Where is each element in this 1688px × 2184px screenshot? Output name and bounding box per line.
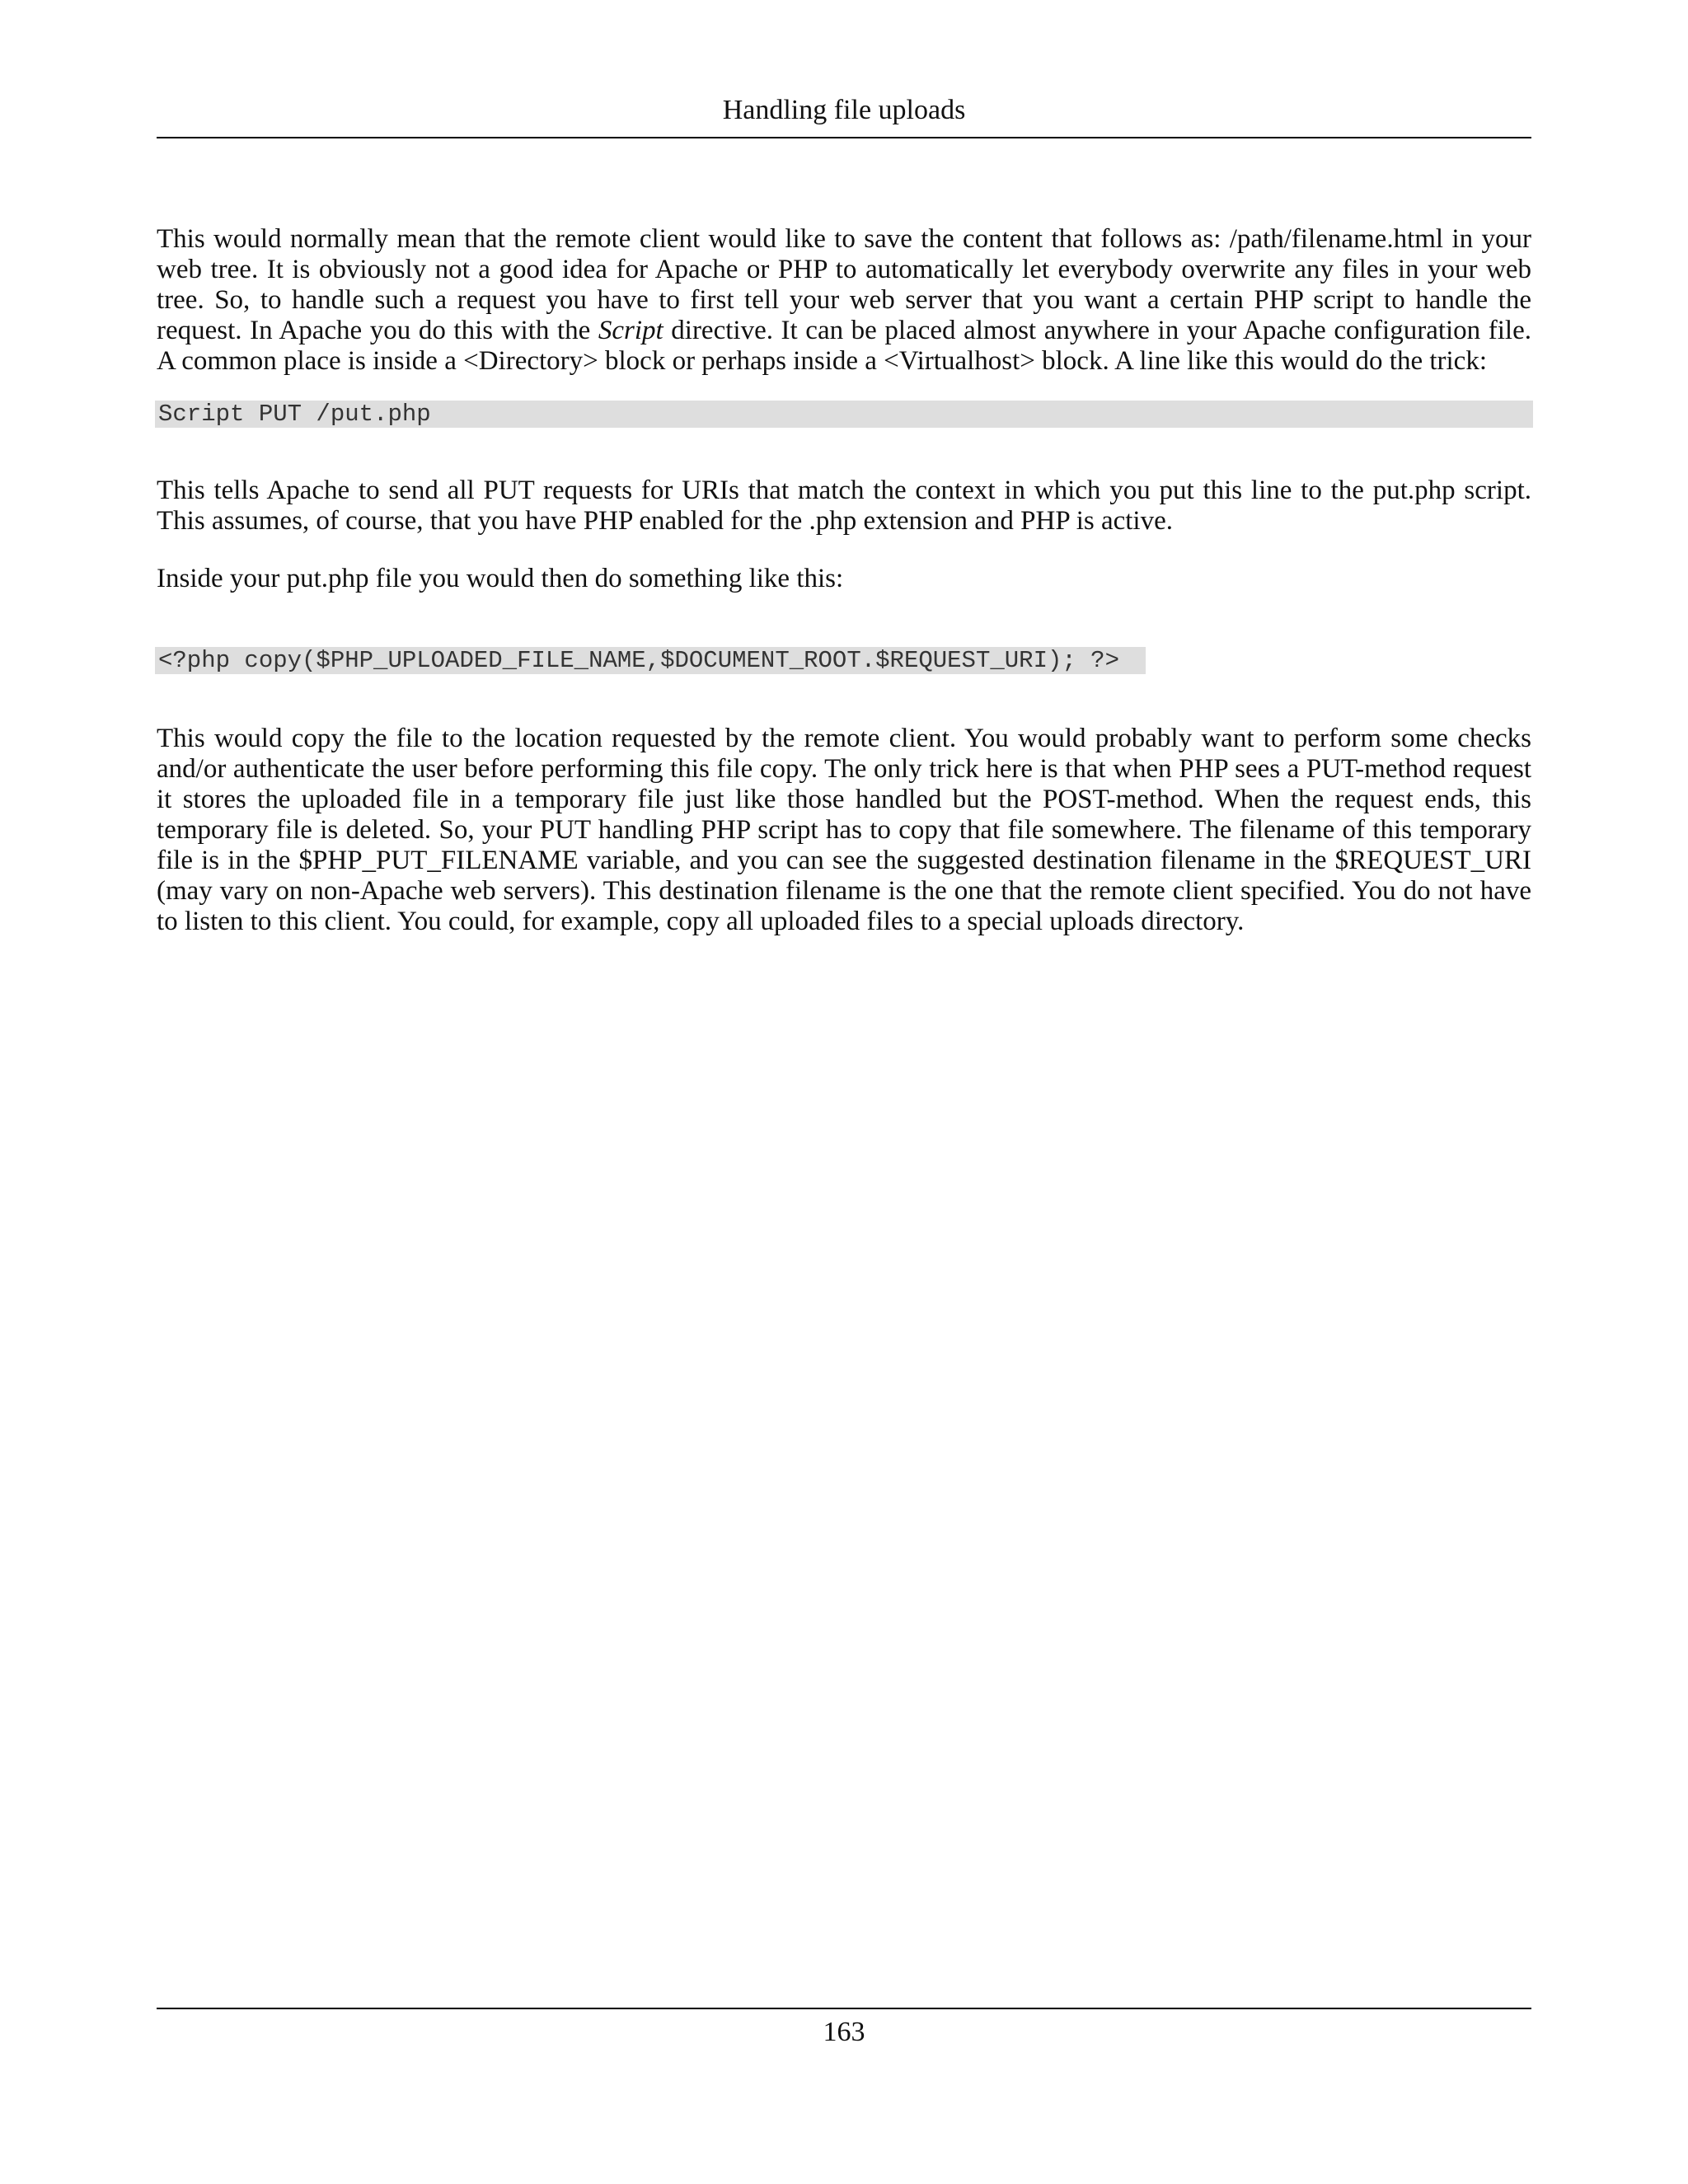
document-page — [157, 0, 1531, 2184]
code-block-php-copy: <?php copy($PHP_UPLOADED_FILE_NAME,$DOCUMENT_ROOT.$REQUEST_URI); ?> — [155, 647, 1146, 674]
header-rule — [157, 137, 1531, 138]
paragraph-copy-explanation: This would copy the file to the location requested by the remote client. You would probably want to perform some checks and/or authenticate the user before performing this file copy. The only trick here is that when PHP sees a PUT-method request it stores the uploaded file in a temporary file just like those handled but the POST-method. When the request ends, this temporary file is deleted. So, your PUT handling PHP script has to copy that file somewhere. The filename of this temporary file is in the $PHP_PUT_FILENAME variable, and you can see the suggested destination filename in the $REQUEST_URI (may vary on non-Apache web servers). This destination filename is the one that the remote client specified. You do not have to listen to this client. You could, for example, copy all uploaded files to a special uploads directory. — [157, 724, 1531, 936]
paragraph-inside-put-php: Inside your put.php file you would then do something like this: — [157, 564, 844, 593]
paragraph-text: This would normally mean that the remote client would like to save the content that follows as: /path/filename.html in your web tree. It is obviously not a good idea for Apache or PHP to automatically let everybody overwrite any files in your web tree. So, to handle such a request you have to first tell your web server that you want a certain PHP script to handle the request. In Apache you do this with the — [157, 224, 1531, 345]
italic-term: Script — [598, 316, 663, 345]
page-number: 163 — [823, 2017, 865, 2047]
footer-rule — [157, 2008, 1531, 2009]
code-block-script-put: Script PUT /put.php — [155, 401, 1533, 428]
paragraph-script-directive — [157, 224, 1531, 377]
paragraph-put-requests: This tells Apache to send all PUT requests for URIs that match the context in which you put this line to the put.php script. This assumes, of course, that you have PHP enabled for the .php extension and PHP is active. — [157, 476, 1531, 536]
running-header: Handling file uploads — [722, 95, 966, 125]
paragraph-text: directive. It can be placed almost anywhere in your Apache configuration file. A common place is inside a <Directory> block or perhaps inside a <Virtualhost> block. A line like this would do the trick: — [157, 316, 1531, 376]
